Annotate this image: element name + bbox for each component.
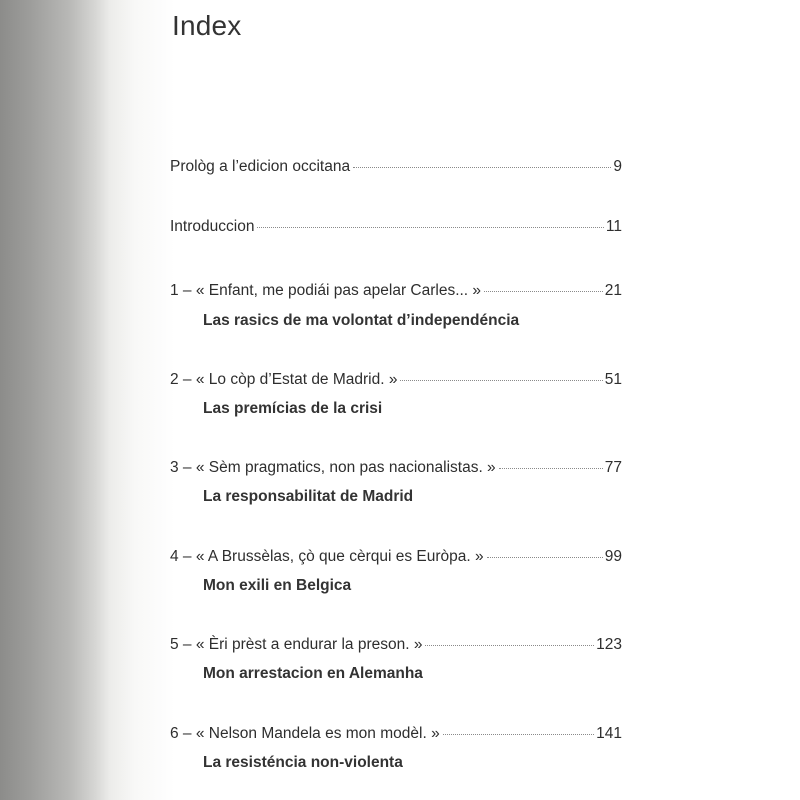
dot-leader bbox=[443, 734, 594, 735]
chapter-1-subtitle: Las rasics de ma volontat d’independéncia bbox=[203, 312, 520, 329]
toc-entry-label: 2 – « Lo còp d’Estat de Madrid. » bbox=[170, 371, 398, 388]
toc-entry-label: 1 – « Enfant, me podiái pas apelar Carles... » bbox=[170, 282, 482, 299]
toc-entry-chapter-2 bbox=[170, 371, 622, 389]
toc-entry-prolog bbox=[170, 158, 622, 176]
toc-page-number: 9 bbox=[613, 158, 622, 175]
toc-entry-label: 6 – « Nelson Mandela es mon modèl. » bbox=[170, 725, 440, 742]
toc-entry-chapter-4 bbox=[170, 548, 622, 566]
page-title: Index bbox=[172, 10, 242, 41]
toc-page-number: 51 bbox=[604, 371, 622, 388]
toc-page-number: 141 bbox=[596, 725, 622, 742]
chapter-6-subtitle: La resisténcia non-violenta bbox=[203, 754, 403, 771]
chapter-5-subtitle: Mon arrestacion en Alemanha bbox=[203, 665, 423, 682]
toc-page-number: 11 bbox=[605, 218, 622, 235]
toc-page-number: 99 bbox=[604, 548, 622, 565]
dot-leader bbox=[400, 380, 602, 381]
toc-entry-introduccion bbox=[170, 218, 622, 236]
dot-leader bbox=[257, 227, 603, 228]
toc-entry-label: 5 – « Èri prèst a endurar la preson. » bbox=[170, 636, 423, 653]
toc-entry-chapter-3 bbox=[170, 459, 622, 477]
chapter-4-subtitle: Mon exili en Belgica bbox=[203, 577, 352, 594]
dot-leader bbox=[425, 645, 594, 646]
toc-page-number: 123 bbox=[596, 636, 622, 653]
toc-entry-label: Prològ a l’edicion occitana bbox=[170, 158, 351, 175]
toc-entry-chapter-6 bbox=[170, 725, 622, 743]
toc-page-number: 77 bbox=[604, 459, 622, 476]
toc-entry-chapter-5 bbox=[170, 636, 622, 654]
dot-leader bbox=[499, 468, 603, 469]
toc-page-number: 21 bbox=[604, 282, 622, 299]
dot-leader bbox=[484, 291, 603, 292]
dot-leader bbox=[353, 167, 611, 168]
toc-entry-label: 4 – « A Brussèlas, çò que cèrqui es Euròpa. » bbox=[170, 548, 484, 565]
toc-entry-label: Introduccion bbox=[170, 218, 255, 235]
chapter-2-subtitle: Las premícias de la crisi bbox=[203, 400, 383, 417]
toc-entry-chapter-1 bbox=[170, 282, 622, 300]
chapter-3-subtitle: La responsabilitat de Madrid bbox=[203, 488, 414, 505]
dot-leader bbox=[487, 557, 603, 558]
toc-entry-label: 3 – « Sèm pragmatics, non pas nacionalistas. » bbox=[170, 459, 496, 476]
